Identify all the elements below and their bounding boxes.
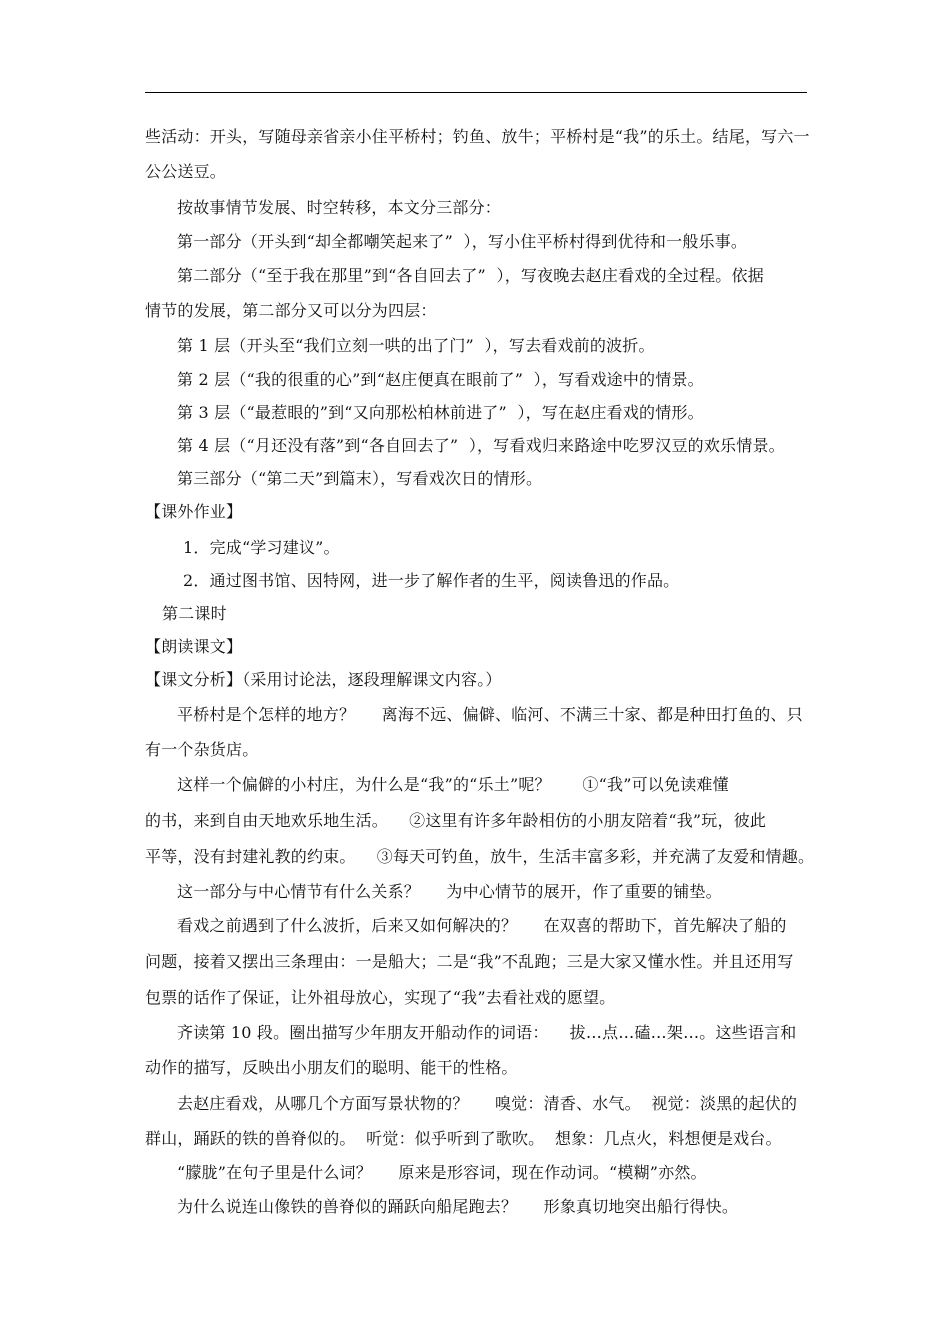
text-line: 按故事情节发展、时空转移，本文分三部分：	[177, 198, 502, 217]
section-heading: 【课文分析】（采用讨论法，逐段理解课文内容。）	[145, 670, 502, 689]
text-line: 的书，来到自由天地欢乐地生活。 ②这里有许多年龄相仿的小朋友陪着“我”玩，彼此	[145, 811, 767, 830]
text-line: 第三部分（“第二天”到篇末），写看戏次日的情形。	[177, 469, 543, 488]
text-line: 包票的话作了保证，让外祖母放心，实现了“我”去看社戏的愿望。	[145, 988, 616, 1007]
text-line: 第 4 层（“月还没有落”到“各自回去了” ），写看戏归来路途中吃罗汉豆的欢乐情景。	[177, 436, 785, 455]
text-line: 第 3 层（“最惹眼的”到“又向那松柏林前进了” ），写在赵庄看戏的情形。	[177, 403, 704, 422]
text-line: 有一个杂货店。	[145, 740, 259, 759]
text-line: 平等，没有封建礼教的约束。 ③每天可钓鱼，放牛，生活丰富多彩，并充满了友爱和情趣。	[145, 847, 815, 866]
text-line: 看戏之前遇到了什么波折，后来又如何解决的？ 在双喜的帮助下，首先解决了船的	[177, 916, 787, 935]
text-line: 第二部分（“至于我在那里”到“各自回去了” ），写夜晚去赵庄看戏的全过程。依据	[177, 266, 764, 285]
text-line: 去赵庄看戏，从哪几个方面写景状物的？ 嗅觉：清香、水气。 视觉：淡黑的起伏的	[177, 1094, 798, 1113]
text-line: 第一部分（开头到“却全都嘲笑起来了” ），写小住平桥村得到优待和一般乐事。	[177, 232, 748, 251]
header-rule	[145, 92, 807, 93]
lesson-heading: 第二课时	[162, 604, 227, 623]
section-heading: 【朗读课文】	[145, 637, 243, 656]
text-line: 情节的发展，第二部分又可以分为四层：	[145, 301, 437, 320]
text-line: 平桥村是个怎样的地方？ 离海不远、偏僻、临河、不满三十家、都是种田打鱼的、只	[177, 705, 803, 724]
text-line: “朦胧”在句子里是什么词？ 原来是形容词，现在作动词。“模糊”亦然。	[177, 1163, 707, 1182]
text-line: 第 2 层（“我的很重的心”到“赵庄便真在眼前了” ），写看戏途中的情景。	[177, 370, 704, 389]
text-line: 问题，接着又摆出三条理由：一是船大；二是“我”不乱跑；三是大家又懂水性。并且还用写	[145, 952, 794, 971]
text-line: 第 1 层（开头至“我们立刻一哄的出了门” ），写去看戏前的波折。	[177, 336, 655, 355]
text-line: 为什么说连山像铁的兽脊似的踊跃向船尾跑去？ 形象真切地突出船行得快。	[177, 1197, 739, 1216]
text-line: 齐读第 10 段。圈出描写少年朋友开船动作的词语： 拔…点…磕…架…。这些语言和	[177, 1023, 797, 1042]
text-line: 公公送豆。	[145, 162, 227, 181]
section-heading: 【课外作业】	[145, 502, 243, 521]
text-line: 些活动：开头，写随母亲省亲小住平桥村；钓鱼、放牛；平桥村是“我”的乐土。结尾，写六一	[145, 127, 810, 146]
text-line: 这一部分与中心情节有什么关系？ 为中心情节的展开，作了重要的铺垫。	[177, 882, 722, 901]
text-line: 这样一个偏僻的小村庄，为什么是“我”的“乐土”呢？ ①“我”可以免读难懂	[177, 775, 729, 794]
list-item: 2．通过图书馆、因特网，进一步了解作者的生平，阅读鲁迅的作品。	[183, 571, 680, 590]
text-line: 群山，踊跃的铁的兽脊似的。 听觉：似乎听到了歌吹。 想象：几点火，料想便是戏台。	[145, 1129, 782, 1148]
text-line: 动作的描写，反映出小朋友们的聪明、能干的性格。	[145, 1058, 518, 1077]
list-item: 1．完成“学习建议”。	[183, 538, 340, 557]
